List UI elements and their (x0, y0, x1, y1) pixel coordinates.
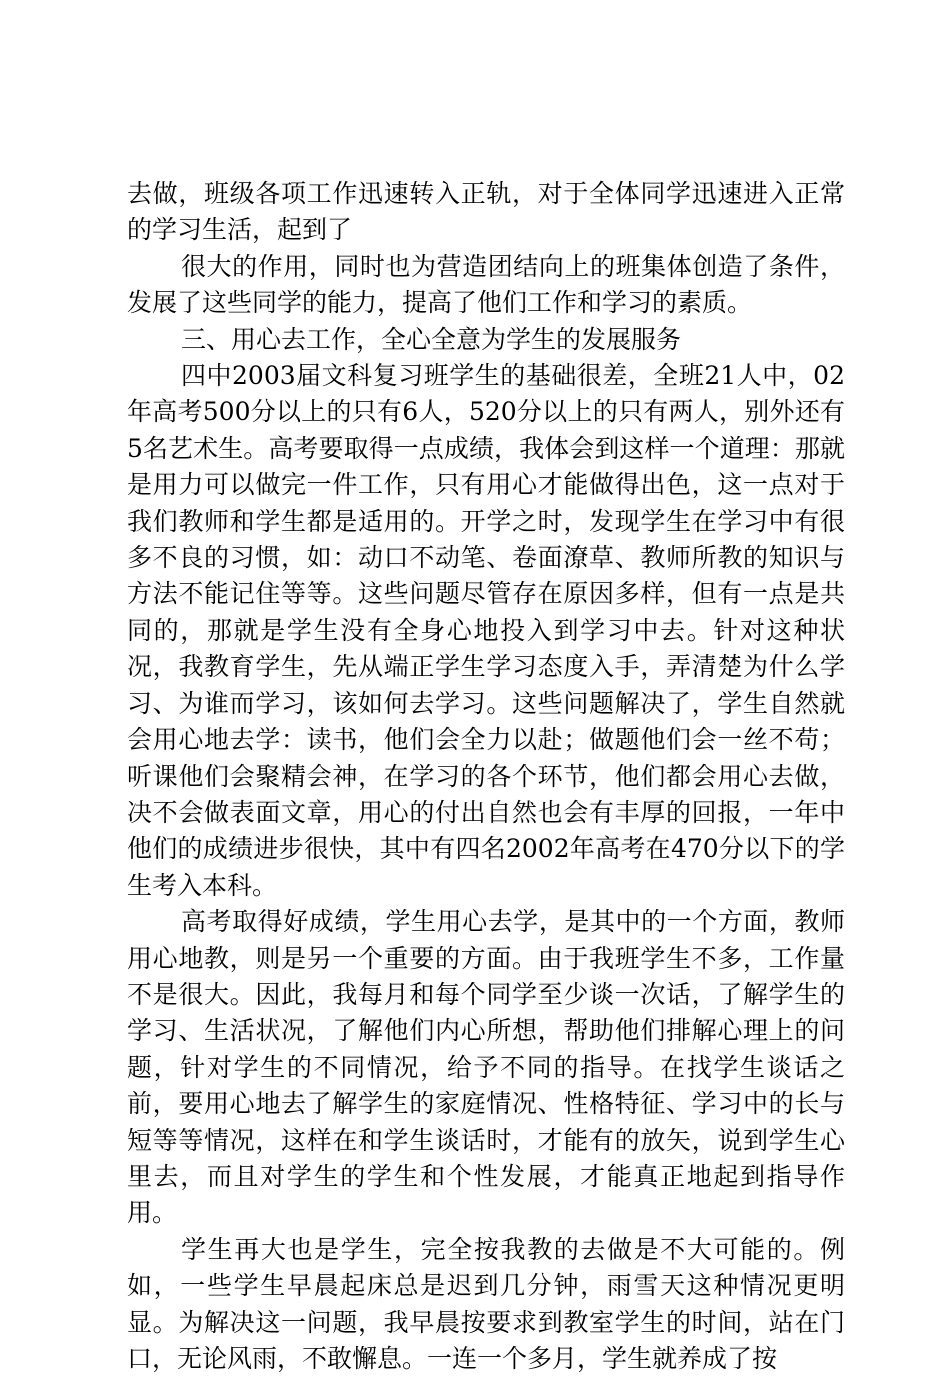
paragraph-continuation: 去做，班级各项工作迅速转入正轨，对于全体同学迅速进入正常的学习生活，起到了 (127, 179, 845, 245)
document-body (127, 176, 845, 1377)
paragraph-class-situation: 四中2003届文科复习班学生的基础很差，全班21人中，02年高考500分以上的只有6人，520分以上的只有两人，别外还有5名艺术生。高考要取得一点成绩，我体会到这样一个道理：那就是用力可以做完一件工作，只有用心才能做得出色，这一点对于我们教师和学生都是适用的。开学之时，发现学生在学习中有很多不良的习惯，如：动口不动笔、卷面潦草、教师所教的知识与方法不能记住等等。这些问题尽管存在原因多样，但有一点是共同的，那就是学生没有全身心地投入到学习中去。针对这种状况，我教育学生，先从端正学生学习态度入手，弄清楚为什么学习、为谁而学习，该如何去学习。这些问题解决了，学生自然就会用心地去学：读书，他们会全力以赴；做题他们会一丝不苟；听课他们会聚精会神，在学习的各个环节，他们都会用心去做，决不会做表面文章，用心的付出自然也会有丰厚的回报，一年中他们的成绩进步很快，其中有四名2002年高考在470分以下的学生考入本科。 (127, 361, 845, 900)
section-heading: 三、用心去工作，全心全意为学生的发展服务 (181, 324, 682, 354)
paragraph-effect: 很大的作用，同时也为营造团结向上的班集体创造了条件，发展了这些同学的能力，提高了他们工作和学习的素质。 (127, 251, 845, 318)
paragraph-teaching: 高考取得好成绩，学生用心去学，是其中的一个方面，教师用心地教，则是另一个重要的方面。由于我班学生不多，工作量不是很大。因此，我每月和每个同学至少谈一次话，了解学生的学习、生活状况，了解他们内心所想，帮助他们排解心理上的问题，针对学生的不同情况，给予不同的指导。在找学生谈话之前，要用心地去了解学生的家庭情况、性格特征、学习中的长与短等等情况，这样在和学生谈话时，才能有的放矢，说到学生心里去，而且对学生的学生和个性发展，才能真正地起到指导作用。 (127, 907, 845, 1228)
paragraph-student-habits: 学生再大也是学生，完全按我教的去做是不大可能的。例如，一些学生早晨起床总是迟到几分钟，雨雪天这种情况更明显。为解决这一问题，我早晨按要求到教室学生的时间，站在门口，无论风雨，不敢懈息。一连一个多月，学生就养成了按 (127, 1234, 845, 1373)
